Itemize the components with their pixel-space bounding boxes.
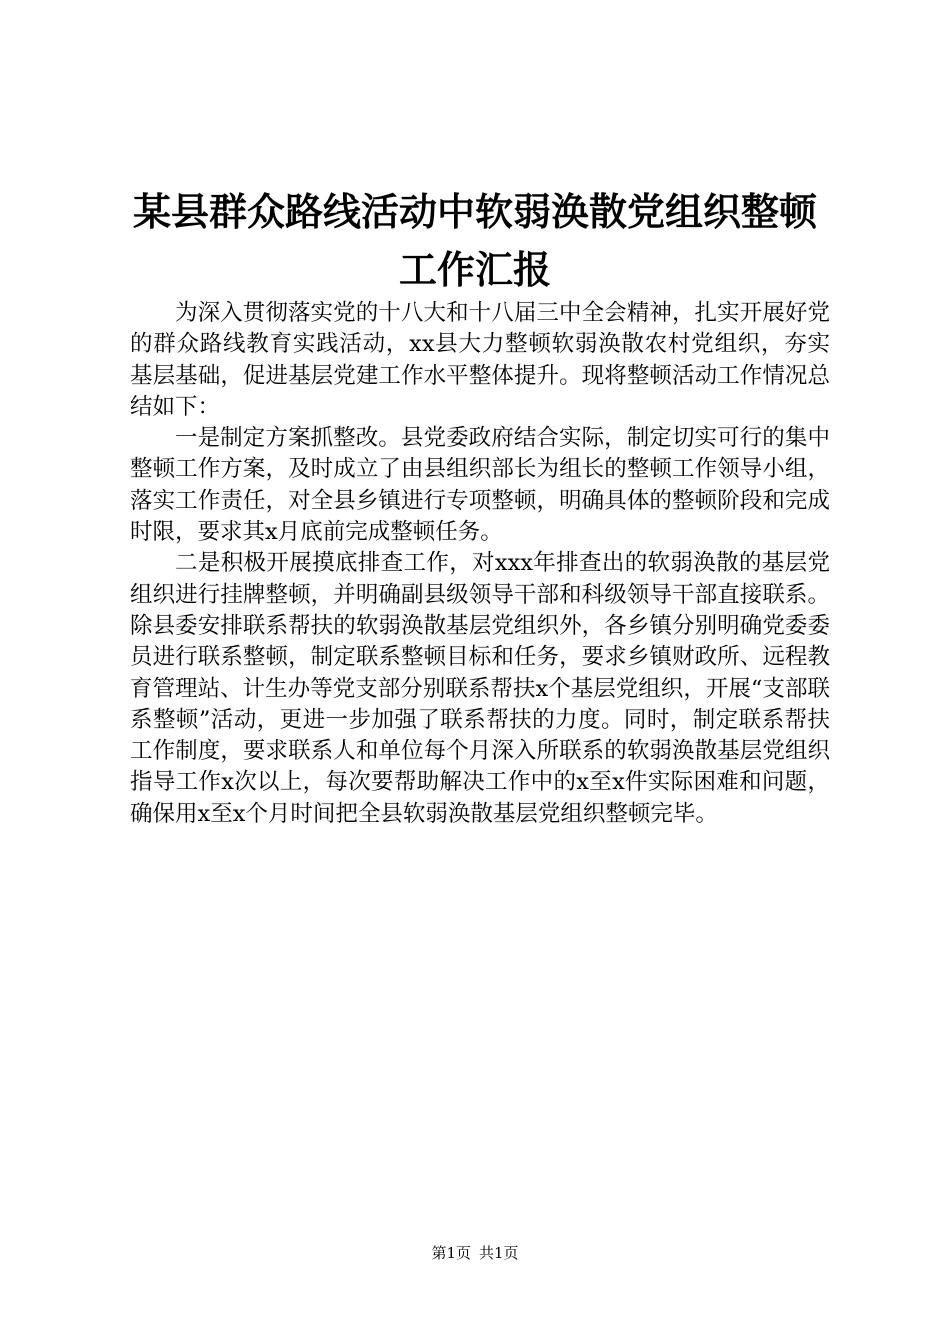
document-title: 某县群众路线活动中软弱涣散党组织整顿工作汇报 <box>132 189 817 292</box>
document-body <box>130 298 830 830</box>
paragraph-second-measure: 二是积极开展摸底排查工作，对xxx年排查出的软弱涣散的基层党组织进行挂牌整顿，并明确副县级领导干部和科级领导干部直接联系。除县委安排联系帮扶的软弱涣散基层党组织外，各乡镇分别明确党委委员进行联系整顿，制定联系整顿目标和任务，要求乡镇财政所、远程教育管理站、计生办等党支部分别联系帮扶x个基层党组织，开展“支部联系整顿”活动，更进一步加强了联系帮扶的力度。同时，制定联系帮扶工作制度，要求联系人和单位每个月深入所联系的软弱涣散基层党组织指导工作x次以上，每次要帮助解决工作中的x至x件实际困难和问题，确保用x至x个月时间把全县软弱涣散基层党组织整顿完毕。 <box>130 550 830 827</box>
paragraph-intro: 为深入贯彻落实党的十八大和十八届三中全会精神，扎实开展好党的群众路线教育实践活动，xx县大力整顿软弱涣散农村党组织，夯实基层基础，促进基层党建工作水平整体提升。现将整顿活动工作情况总结如下： <box>130 300 830 420</box>
paragraph-first-measure: 一是制定方案抓整改。县党委政府结合实际，制定切实可行的集中整顿工作方案，及时成立了由县组织部长为组长的整顿工作领导小组，落实工作责任，对全县乡镇进行专项整顿，明确具体的整顿阶段和完成时限，要求其x月底前完成整顿任务。 <box>130 425 830 546</box>
page-total: 共1页 <box>479 1244 519 1262</box>
page-footer <box>0 1243 950 1263</box>
page-number: 第1页 <box>431 1244 471 1262</box>
